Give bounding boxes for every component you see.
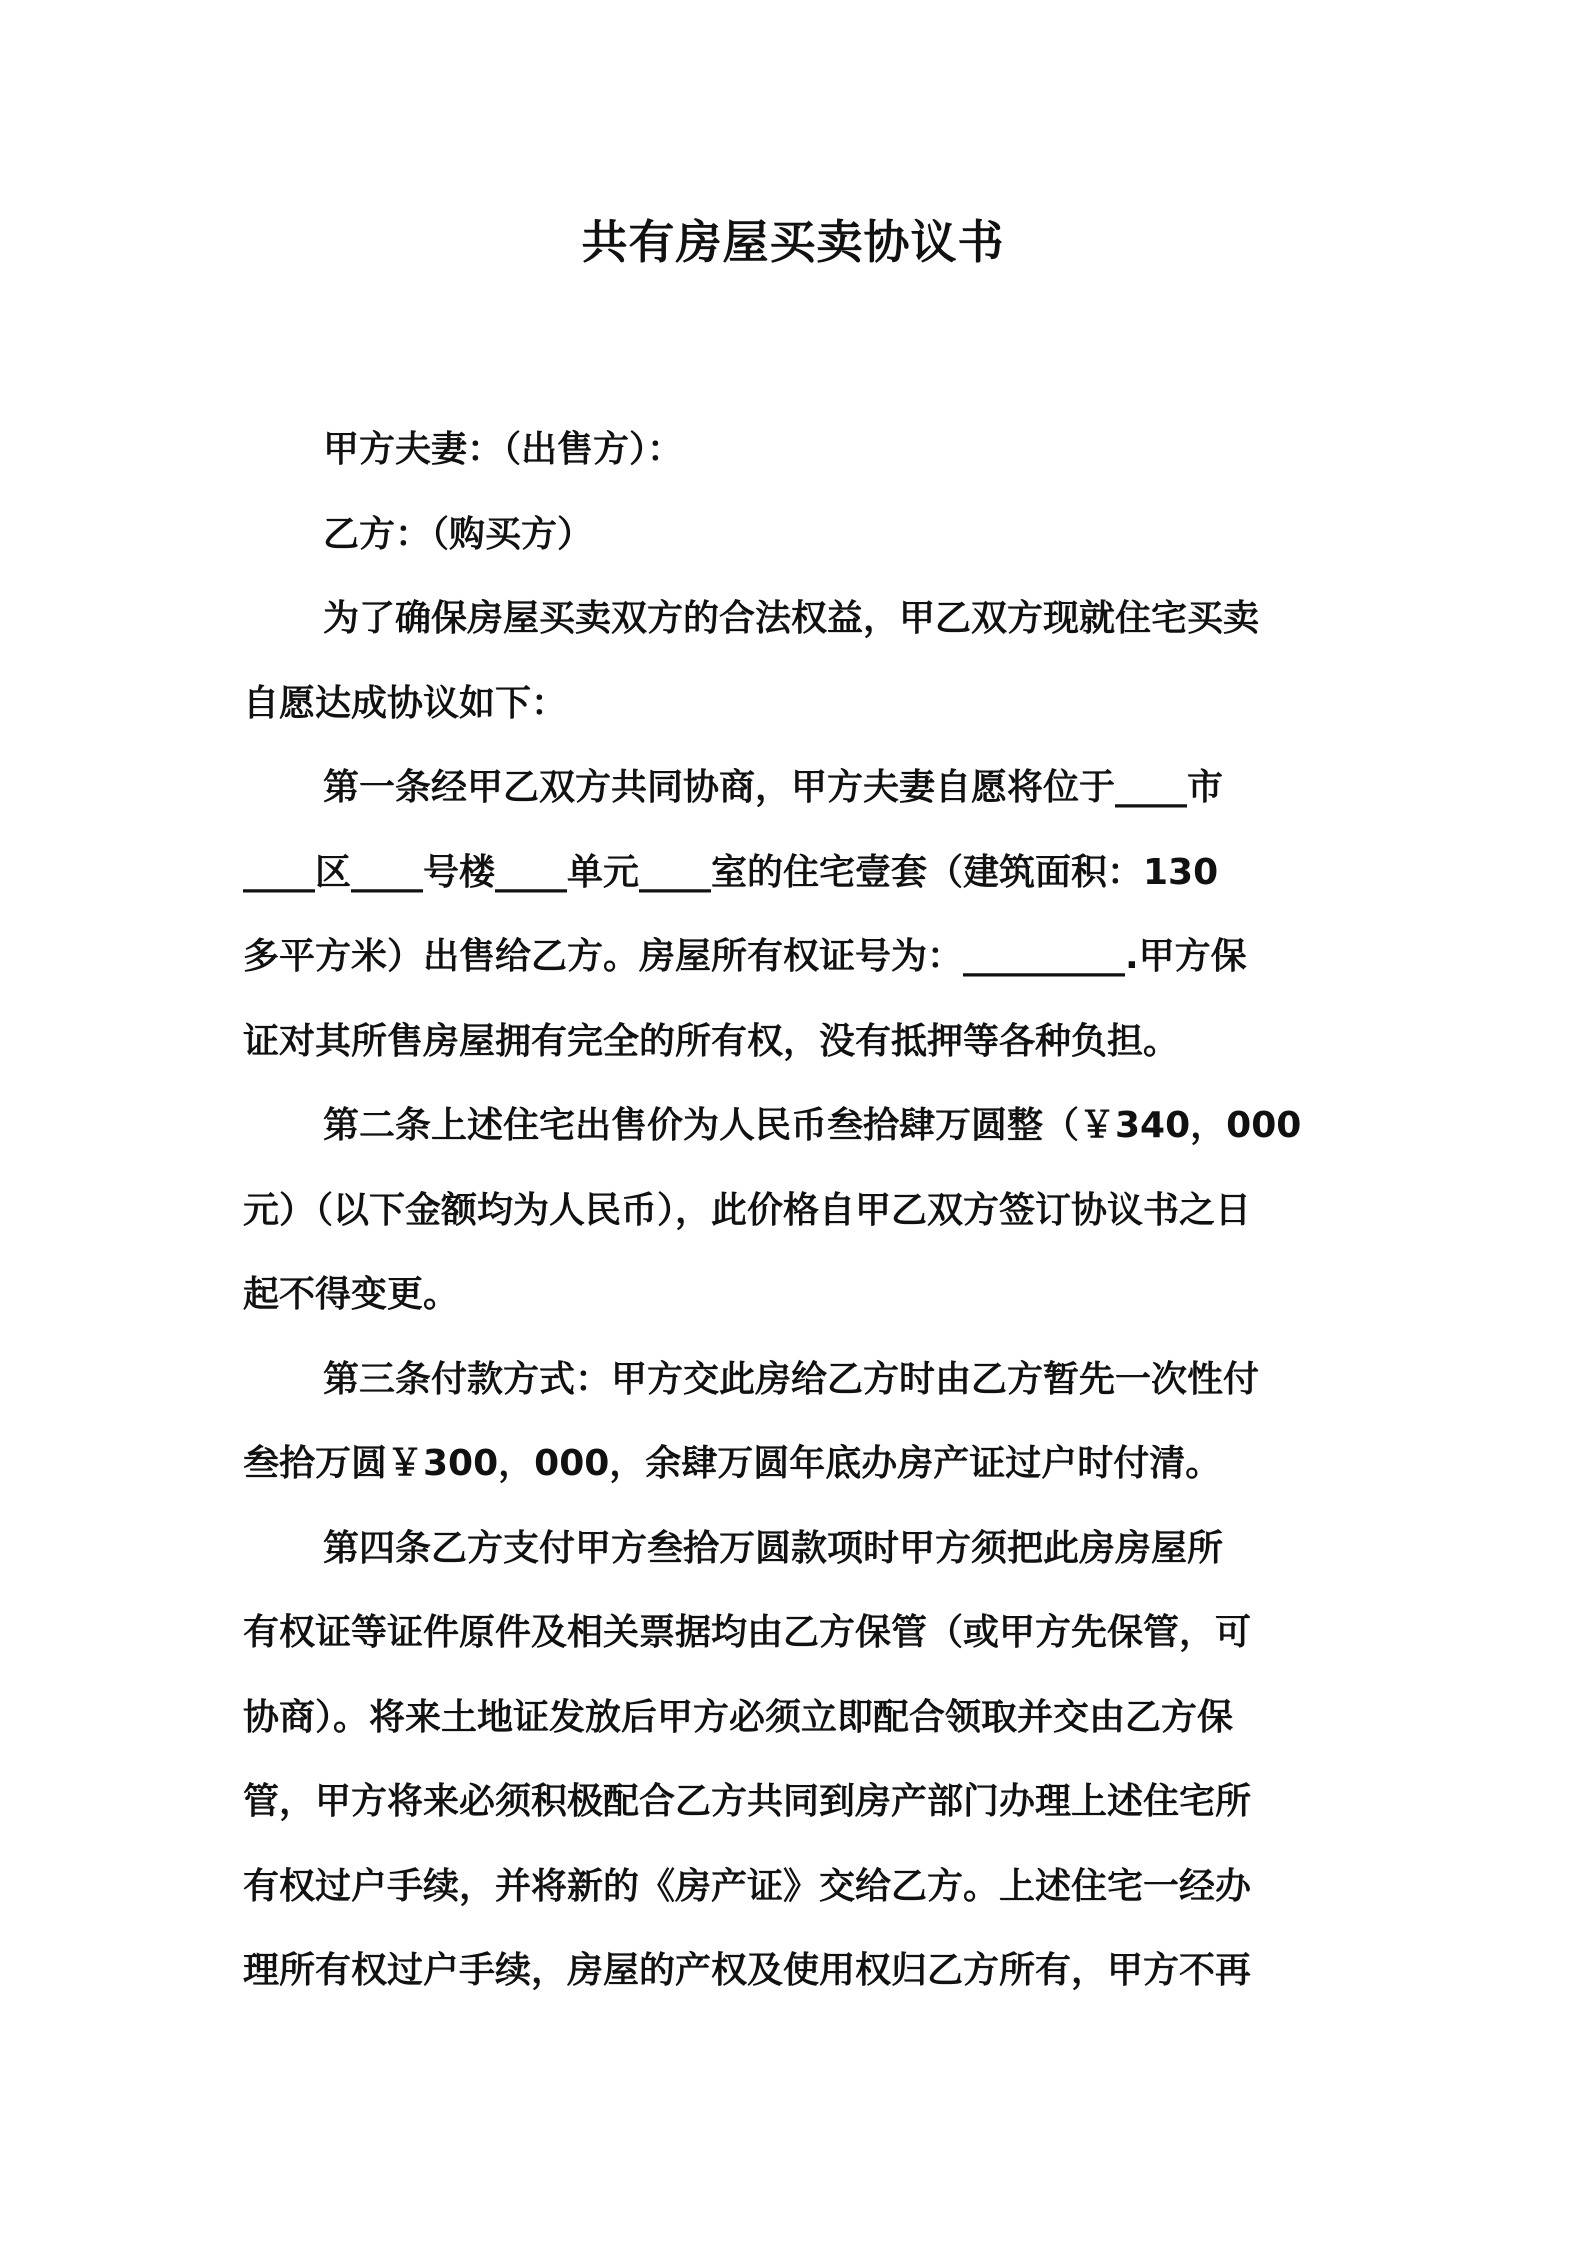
text-line: 第三条付款方式：甲方交此房给乙方时由乙方暂先一次性付 (323, 1358, 1260, 1400)
text-line: 第一条经甲乙双方共同协商，甲方夫妻自愿将位于____市 (323, 767, 1224, 808)
text-line: 协商）。将来土地证发放后甲方必须立即配合领取并交由乙方保 (243, 1696, 1234, 1738)
text-line: 第二条上述住宅出售价为人民币叁拾肆万圆整（￥340，000 (323, 1105, 1302, 1146)
text-line: 有权过户手续，并将新的《房产证》交给乙方。上述住宅一经办 (243, 1865, 1252, 1907)
text-line: 有权证等证件原件及相关票据均由乙方保管（或甲方先保管，可 (243, 1612, 1252, 1653)
text-line: ____区____号楼____单元____室的住宅壹套（建筑面积：130 (243, 851, 1219, 893)
text-line: 自愿达成协议如下： (243, 682, 568, 724)
text-line: 第四条乙方支付甲方叁拾万圆款项时甲方须把此房房屋所 (323, 1527, 1224, 1569)
preamble-paragraph (243, 577, 1343, 746)
text-line: 乙方：（购买方） (323, 513, 594, 555)
article-1-paragraph (243, 746, 1343, 1084)
party-b-line (243, 493, 1343, 578)
party-a-line (243, 408, 1343, 493)
text-line: 起不得变更。 (243, 1274, 460, 1315)
document-title: 共有房屋买卖协议书 (581, 215, 1005, 269)
text-line: 甲方夫妻：（出售方）： (323, 429, 684, 470)
article-4-paragraph (243, 1507, 1343, 2014)
article-2-paragraph (243, 1084, 1343, 1338)
text-line: 多平方米）出售给乙方。房屋所有权证号为：_________.甲方保 (243, 936, 1247, 977)
document-body (243, 408, 1343, 2014)
article-3-paragraph (243, 1338, 1343, 1507)
text-line: 叁拾万圆￥300，000，余肆万圆年底办房产证过户时付清。 (243, 1443, 1222, 1484)
text-line: 理所有权过户手续，房屋的产权及使用权归乙方所有，甲方不再 (243, 1950, 1252, 1991)
text-line: 元）（以下金额均为人民币），此价格自甲乙双方签订协议书之日 (243, 1189, 1252, 1231)
text-line: 管，甲方将来必须积极配合乙方共同到房产部门办理上述住宅所 (243, 1781, 1252, 1822)
text-line: 为了确保房屋买卖双方的合法权益，甲乙双方现就住宅买卖 (323, 598, 1260, 639)
text-line: 证对其所售房屋拥有完全的所有权，没有抵押等各种负担。 (243, 1020, 1180, 1062)
